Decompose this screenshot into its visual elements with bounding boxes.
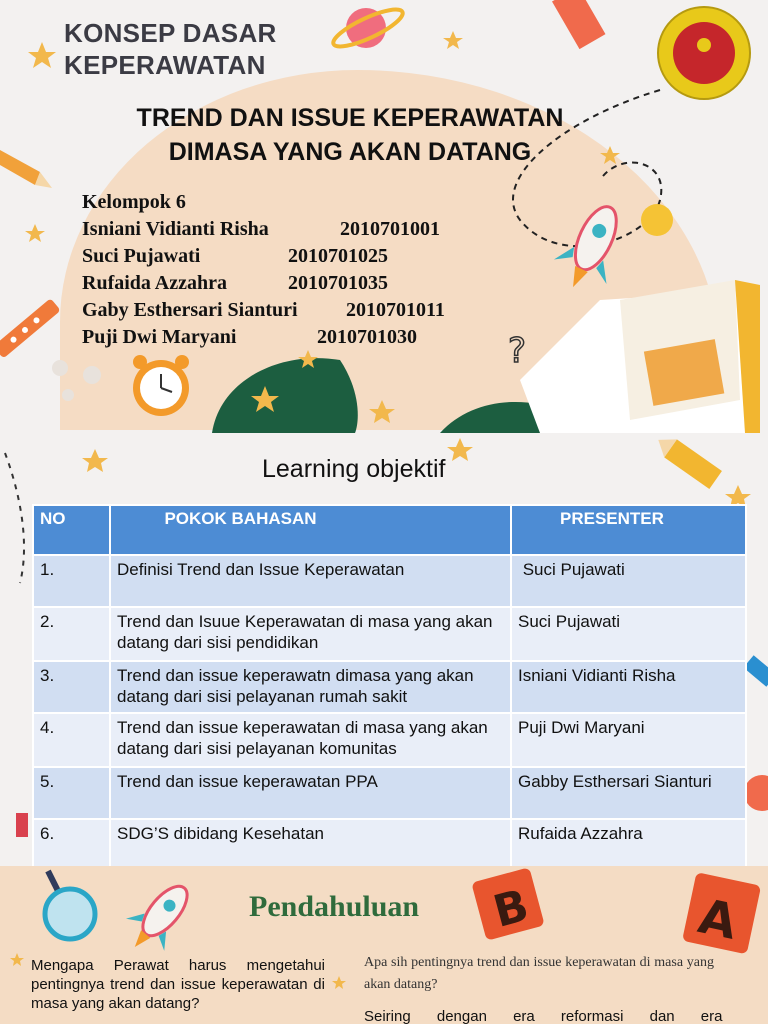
slide-title: Learning objektif: [262, 455, 446, 483]
eraser-icon: [16, 813, 28, 837]
row-number: 5.: [33, 767, 110, 819]
slide-title-line1: TREND DAN ISSUE KEPERAWATAN: [136, 104, 564, 132]
course-heading-line1: KONSEP DASAR: [64, 18, 277, 48]
course-heading-line2: KEPERAWATAN: [64, 50, 266, 80]
slide-title-line2: DIMASA YANG AKAN DATANG: [168, 138, 532, 166]
slide-title: Pendahuluan: [249, 890, 420, 923]
group-list: [82, 189, 445, 351]
member-name: Suci Pujawati: [82, 245, 201, 267]
magnifier-icon: [45, 871, 95, 939]
member-name: Gaby Esthersari Sianturi: [82, 299, 298, 321]
pencil-icon: [652, 433, 722, 489]
question-right: Apa sih pentingnya trend dan issue keperawatan di masa yang akan datang?: [364, 955, 714, 992]
row-topic: Trend dan Isuue Keperawatan di masa yang akan datang dari sisi pendidikan: [110, 607, 511, 661]
row-number: 3.: [33, 661, 110, 713]
member-row: [82, 324, 417, 351]
alarm-clock-icon: [133, 355, 189, 416]
row-number: 2.: [33, 607, 110, 661]
row-presenter: Suci Pujawati: [511, 555, 746, 607]
row-number: 6.: [33, 819, 110, 866]
rocket-icon: [116, 872, 204, 963]
column-header-topic-text: POKOK BAHASAN: [164, 509, 317, 528]
leaf-shape: [212, 358, 358, 433]
table-row: [33, 607, 746, 661]
slide-title: [90, 101, 610, 169]
learning-objectives-slide: [0, 433, 768, 866]
member-name: Puji Dwi Maryani: [82, 326, 237, 348]
pencil-icon: [0, 150, 52, 188]
row-topic: Trend dan issue keperawatn dimasa yang akan datang dari sisi pelayanan rumah sakit: [110, 661, 511, 713]
member-name: Rufaida Azzahra: [82, 272, 227, 294]
row-number: 4.: [33, 713, 110, 767]
flute-icon: [0, 298, 61, 358]
dashed-path: [5, 453, 24, 583]
table-row: [33, 713, 746, 767]
rocket-icon: [547, 195, 637, 299]
question-left: Mengapa Perawat harus mengetahui pentingnya trend dan issue keperawatan di masa yang akan datang?: [31, 957, 325, 1012]
group-label: [82, 189, 298, 216]
body-text: Seiring dengan era reformasi dan era: [364, 1008, 723, 1024]
row-topic: Trend dan issue keperawatan PPA: [110, 767, 511, 819]
group-label-text: Kelompok 6: [82, 191, 186, 213]
column-header-presenter-text: PRESENTER: [560, 509, 664, 528]
course-heading: [64, 17, 277, 81]
learning-table: [32, 504, 747, 866]
column-header-presenter: [511, 505, 746, 555]
table-row: [33, 767, 746, 819]
row-presenter: Suci Pujawati: [511, 607, 746, 661]
member-row: [82, 297, 445, 324]
row-topic: Definisi Trend dan Issue Keperawatan: [110, 555, 511, 607]
title-slide: [0, 0, 768, 433]
small-planet-icon: [641, 204, 673, 236]
member-nim: 2010701001: [340, 218, 440, 240]
table-header-row: [33, 505, 746, 555]
svg-text:A: A: [693, 888, 742, 951]
open-book-icon: [520, 280, 760, 433]
row-topic: Trend dan issue keperawatan di masa yang akan datang dari sisi pelayanan komunitas: [110, 713, 511, 767]
introduction-slide: [0, 866, 768, 1024]
table-row: [33, 819, 746, 866]
table-row: [33, 661, 746, 713]
row-number: 1.: [33, 555, 110, 607]
member-row: [82, 270, 388, 297]
ruler-icon: [552, 0, 605, 49]
row-presenter: Puji Dwi Maryani: [511, 713, 746, 767]
column-header-no: NO: [33, 505, 110, 555]
planet-icon: [329, 3, 406, 53]
letter-b-icon: [471, 867, 545, 941]
crayon-icon: [743, 655, 768, 687]
member-row: [82, 216, 440, 243]
member-nim: 2010701011: [346, 299, 445, 321]
svg-text:B: B: [488, 879, 534, 938]
table-row: [33, 555, 746, 607]
university-seal-icon: [657, 6, 751, 100]
member-nim: 2010701035: [288, 272, 388, 294]
letter-a-icon: [682, 872, 761, 954]
row-presenter: Rufaida Azzahra: [511, 819, 746, 866]
row-presenter: Gabby Esthersari Sianturi: [511, 767, 746, 819]
question-mark-icon: ?: [508, 331, 527, 371]
member-nim: 2010701025: [288, 245, 388, 267]
column-header-topic: [110, 505, 511, 555]
member-row: [82, 243, 388, 270]
letter-c-icon: [744, 775, 768, 811]
member-name: Isniani Vidianti Risha: [82, 218, 269, 240]
member-nim: 2010701030: [317, 326, 417, 348]
row-presenter: Isniani Vidianti Risha: [511, 661, 746, 713]
row-topic: SDG’S dibidang Kesehatan: [110, 819, 511, 866]
